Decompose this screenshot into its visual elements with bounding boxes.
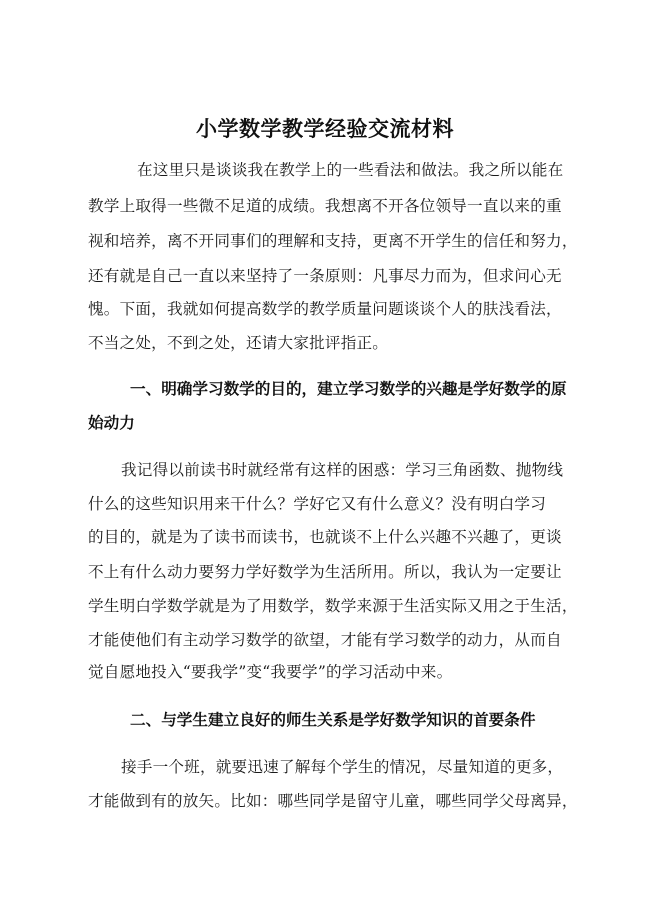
document-title: 小学数学教学经验交流材料 xyxy=(196,117,454,141)
intro-line: 视和培养，离不开同事们的理解和支持，更离不开学生的信任和努力， xyxy=(88,232,578,250)
section-heading: 一、明确学习数学的目的，建立学习数学的兴趣是学好数学的原 xyxy=(130,380,567,398)
body-line: 学生明白学数学就是为了用数学，数学来源于生活实际又用之于生活， xyxy=(88,597,578,615)
section-heading: 始动力 xyxy=(88,414,135,432)
body-line: 才能做到有的放矢。比如：哪些同学是留守儿童，哪些同学父母离异， xyxy=(88,792,578,810)
intro-line: 不当之处，不到之处，还请大家批评指正。 xyxy=(88,334,389,352)
intro-line: 在这里只是谈谈我在教学上的一些看法和做法。我之所以能在 xyxy=(137,161,564,179)
body-line: 我记得以前读书时就经常有这样的困惑：学习三角函数、抛物线 xyxy=(121,461,564,479)
body-line: 接手一个班，就要迅速了解每个学生的情况，尽量知道的更多， xyxy=(121,758,564,776)
body-line: 什么的这些知识用来干什么？学好它又有什么意义？没有明白学习 xyxy=(88,495,547,513)
body-line: 才能使他们有主动学习数学的欲望，才能有学习数学的动力，从而自 xyxy=(88,631,562,649)
body-line: 觉自愿地投入“要我学”变“我要学”的学习活动中来。 xyxy=(88,663,453,681)
section-heading: 二、与学生建立良好的师生关系是学好数学知识的首要条件 xyxy=(130,711,536,729)
intro-line: 还有就是自己一直以来坚持了一条原则：凡事尽力而为，但求问心无 xyxy=(88,267,562,285)
intro-line: 教学上取得一些微不足道的成绩。我想离不开各位领导一直以来的重 xyxy=(88,197,562,215)
body-line: 不上有什么动力要努力学好数学为生活所用。所以，我认为一定要让 xyxy=(88,563,562,581)
intro-line: 愧。下面，我就如何提高数学的教学质量问题谈谈个人的肤浅看法， xyxy=(88,300,562,318)
body-line: 的目的，就是为了读书而读书，也就谈不上什么兴趣不兴趣了，更谈 xyxy=(88,528,562,546)
